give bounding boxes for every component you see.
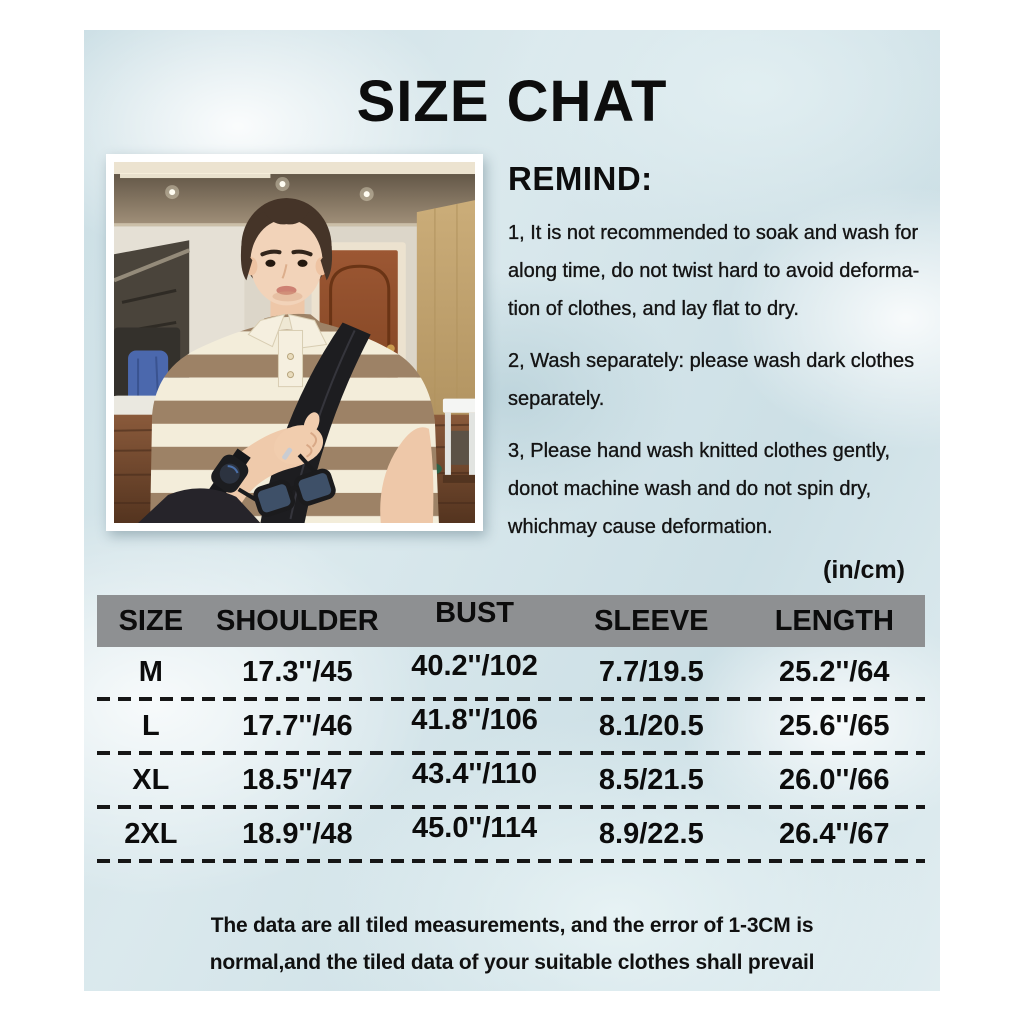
size-table [97, 595, 925, 863]
bust-cell: 40.2''/102 [411, 649, 538, 682]
table-row [97, 701, 925, 751]
model-photo-illustration [114, 162, 475, 523]
sleeve-cell: 7.7/19.5 [598, 655, 704, 688]
size-table-header [97, 595, 925, 647]
bust-cell: 41.8''/106 [411, 703, 538, 736]
unit-label: (in/cm) [823, 556, 905, 584]
shoulder-cell: 17.7''/46 [242, 709, 353, 742]
bust-cell: 43.4''/110 [412, 757, 538, 790]
length-cell: 26.4''/67 [779, 817, 890, 850]
shoulder-cell: 18.5''/47 [242, 763, 353, 796]
sleeve-cell: 8.5/21.5 [598, 763, 704, 796]
header-size: SIZE [118, 604, 184, 637]
remind-item-1: 1, It is not recommended to soak and wash for along time, do not twist hard to avoid deforma-tion of clothes, and lay flat to dry. [508, 222, 920, 320]
shoulder-cell: 17.3''/45 [242, 655, 353, 688]
bust-cell: 45.0''/114 [412, 811, 538, 844]
size-cell: XL [132, 763, 170, 796]
row-divider [97, 859, 925, 863]
length-cell: 25.6''/65 [779, 709, 890, 742]
table-row [97, 647, 925, 697]
size-cell: L [141, 709, 160, 742]
sleeve-cell: 8.9/22.5 [598, 817, 704, 850]
model-photo [106, 154, 483, 531]
footer-note [0, 907, 1024, 981]
table-row [97, 755, 925, 805]
sleeve-cell: 8.1/20.5 [598, 709, 704, 742]
remind-heading: REMIND: [508, 160, 653, 197]
header-bust: BUST [435, 596, 515, 629]
remind-item-2: 2, Wash separately: please wash dark clothes separately. [508, 350, 915, 410]
length-cell: 26.0''/66 [779, 763, 890, 796]
length-cell: 25.2''/64 [779, 655, 890, 688]
page-title: SIZE CHAT [356, 69, 668, 134]
remind-section [508, 160, 940, 560]
header-length: LENGTH [774, 604, 894, 637]
footer-note-line-1: The data are all tiled measurements, and the error of 1-3CM is [210, 914, 814, 937]
header-sleeve: SLEEVE [594, 604, 709, 637]
shoulder-cell: 18.9''/48 [242, 817, 353, 850]
size-cell: M [138, 655, 163, 688]
footer-note-line-2: normal,and the tiled data of your suitable clothes shall prevail [209, 951, 815, 974]
size-cell: 2XL [124, 817, 178, 850]
table-row [97, 809, 925, 859]
remind-item-3: 3, Please hand wash knitted clothes gently, donot machine wash and do not spin dry, whichmay cause deformation. [508, 440, 891, 538]
header-shoulder: SHOULDER [215, 604, 379, 637]
